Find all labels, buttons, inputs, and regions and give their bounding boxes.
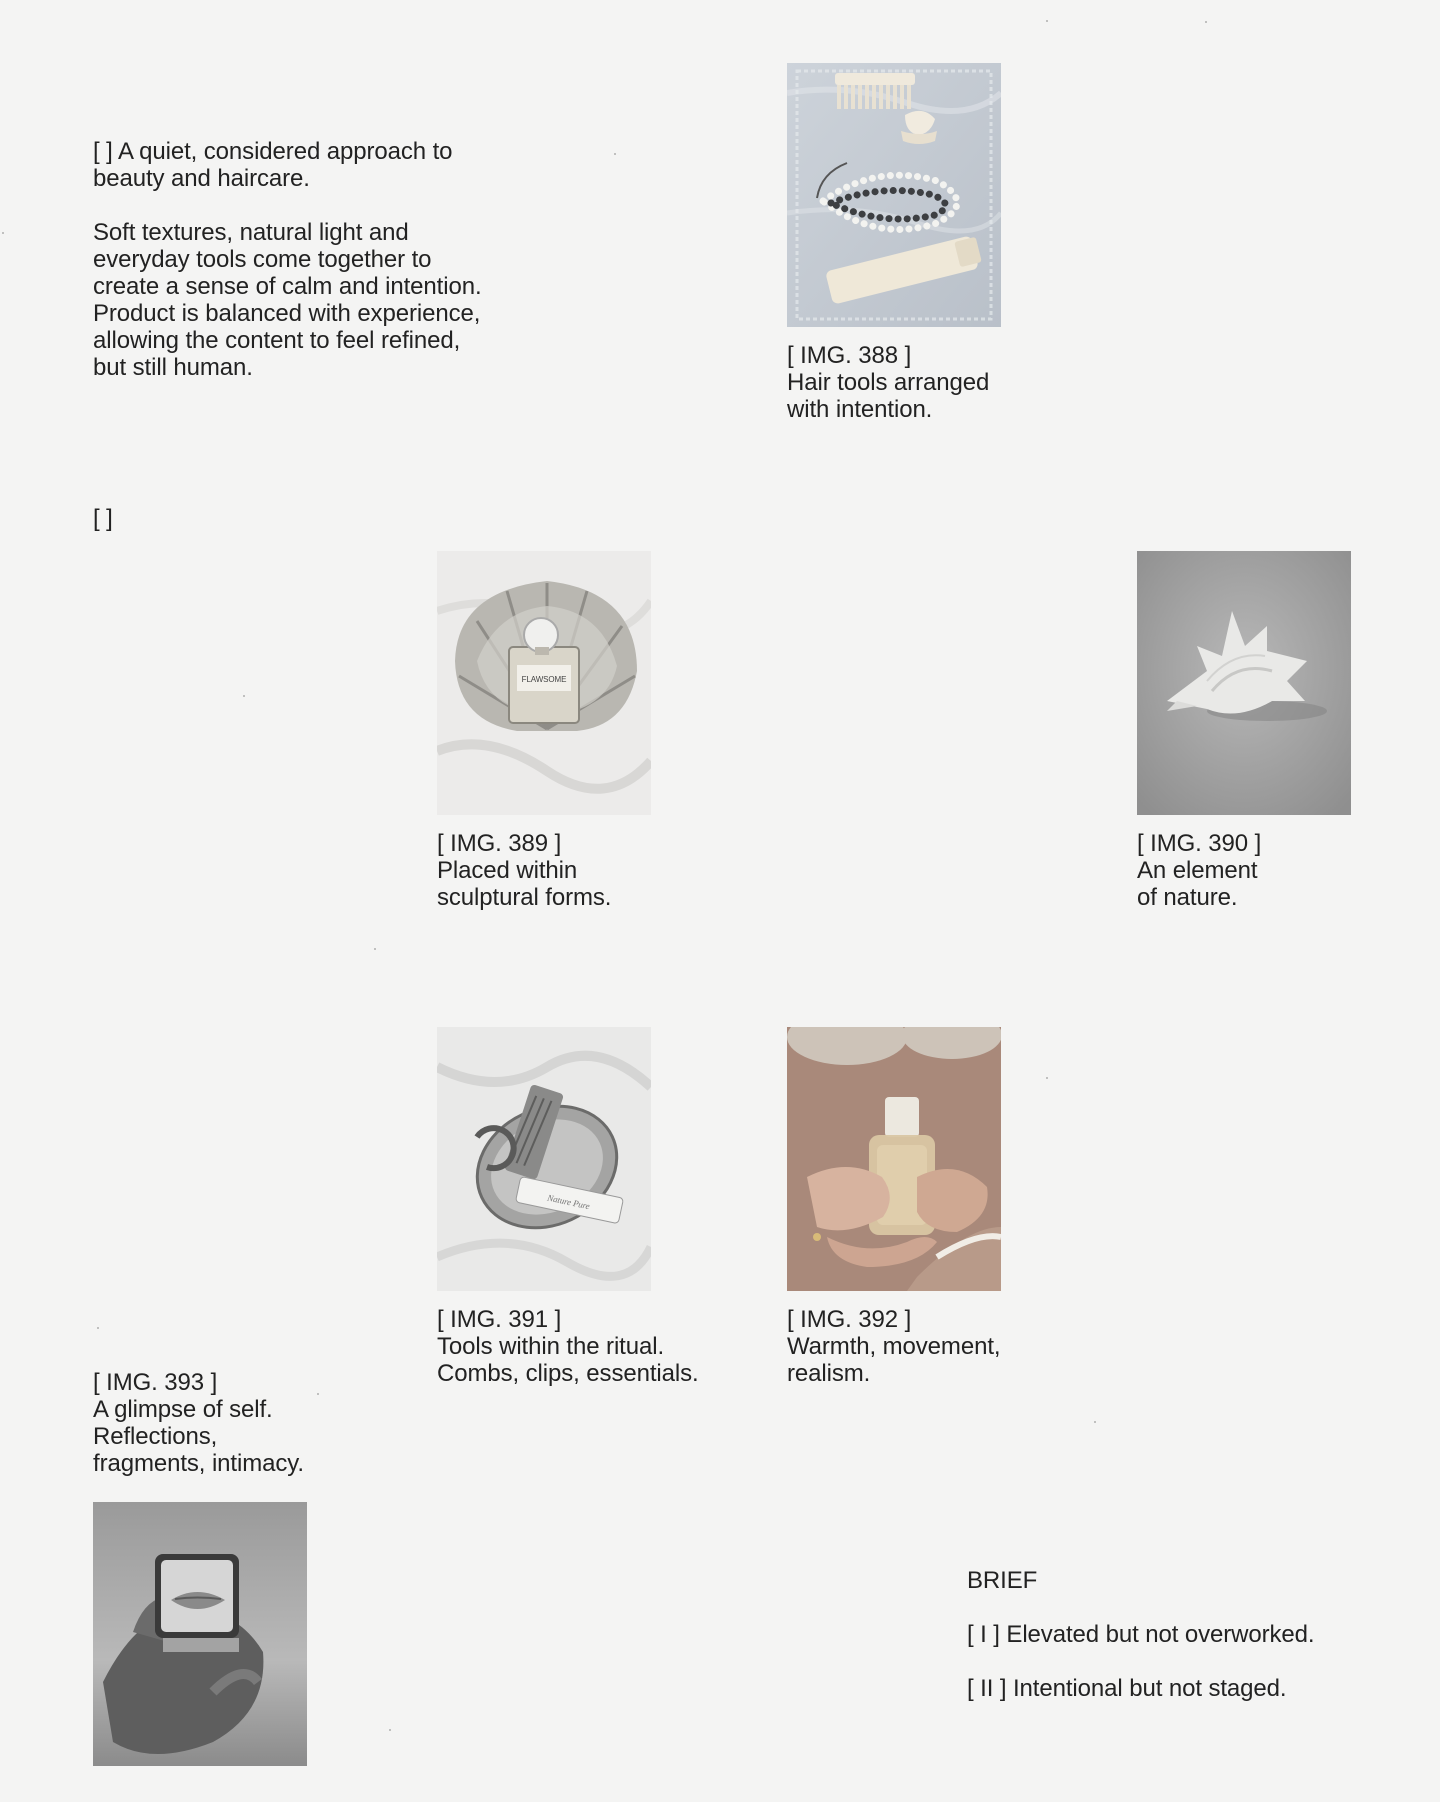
tube-label: Nature Pure xyxy=(546,1192,591,1212)
img-393-text: A glimpse of self. Reflections, fragments, intimacy. xyxy=(93,1396,304,1477)
paper-speck xyxy=(614,153,616,155)
brief-item-2: [ II ] Intentional but not staged. xyxy=(967,1675,1287,1702)
seashell-photo xyxy=(1137,551,1351,815)
mirror-photo xyxy=(93,1502,307,1766)
intro-lead: [ ] A quiet, considered approach to beauty and haircare. xyxy=(93,138,453,192)
img-388-caption xyxy=(787,342,989,423)
img-389-caption xyxy=(437,830,611,911)
comb-tray-photo xyxy=(437,1027,651,1291)
img-391-caption xyxy=(437,1306,699,1387)
paper-speck xyxy=(389,1729,391,1731)
img-390-id: [ IMG. 390 ] xyxy=(1137,830,1262,857)
bottle-label: FLAWSOME xyxy=(521,675,567,684)
hair-tools-photo xyxy=(787,63,1001,327)
hands-bottle-photo xyxy=(787,1027,1001,1291)
paper-speck xyxy=(97,1327,99,1329)
img-393-caption xyxy=(93,1369,304,1477)
brief-item-1: [ I ] Elevated but not overworked. xyxy=(967,1621,1315,1648)
img-388-id: [ IMG. 388 ] xyxy=(787,342,912,369)
section-marker: [ ] xyxy=(93,505,113,532)
img-391-text: Tools within the ritual. Combs, clips, essentials. xyxy=(437,1333,699,1387)
img-388-text: Hair tools arranged with intention. xyxy=(787,369,990,423)
paper-speck xyxy=(374,948,376,950)
img-389-text: Placed within sculptural forms. xyxy=(437,857,612,911)
img-392-caption xyxy=(787,1306,1000,1387)
paper-speck xyxy=(2,232,4,234)
paper-speck xyxy=(1205,21,1207,23)
paper-speck xyxy=(317,1393,319,1395)
img-393-id: [ IMG. 393 ] xyxy=(93,1369,218,1396)
img-390-caption xyxy=(1137,830,1261,911)
perfume-shell-photo xyxy=(437,551,651,815)
img-392-text: Warmth, movement, realism. xyxy=(787,1333,1001,1387)
brief-title: BRIEF xyxy=(967,1567,1038,1594)
intro-body: Soft textures, natural light and everyday tools come together to create a sense of calm and intention. Product is balanced with experience, allowing the content to feel refined, but still human. xyxy=(93,219,482,381)
img-391-id: [ IMG. 391 ] xyxy=(437,1306,562,1333)
img-389-id: [ IMG. 389 ] xyxy=(437,830,562,857)
img-392-id: [ IMG. 392 ] xyxy=(787,1306,912,1333)
paper-speck xyxy=(1046,20,1048,22)
paper-speck xyxy=(1094,1421,1096,1423)
img-390-text: An element of nature. xyxy=(1137,857,1258,911)
paper-speck xyxy=(1046,1077,1048,1079)
paper-speck xyxy=(243,695,245,697)
